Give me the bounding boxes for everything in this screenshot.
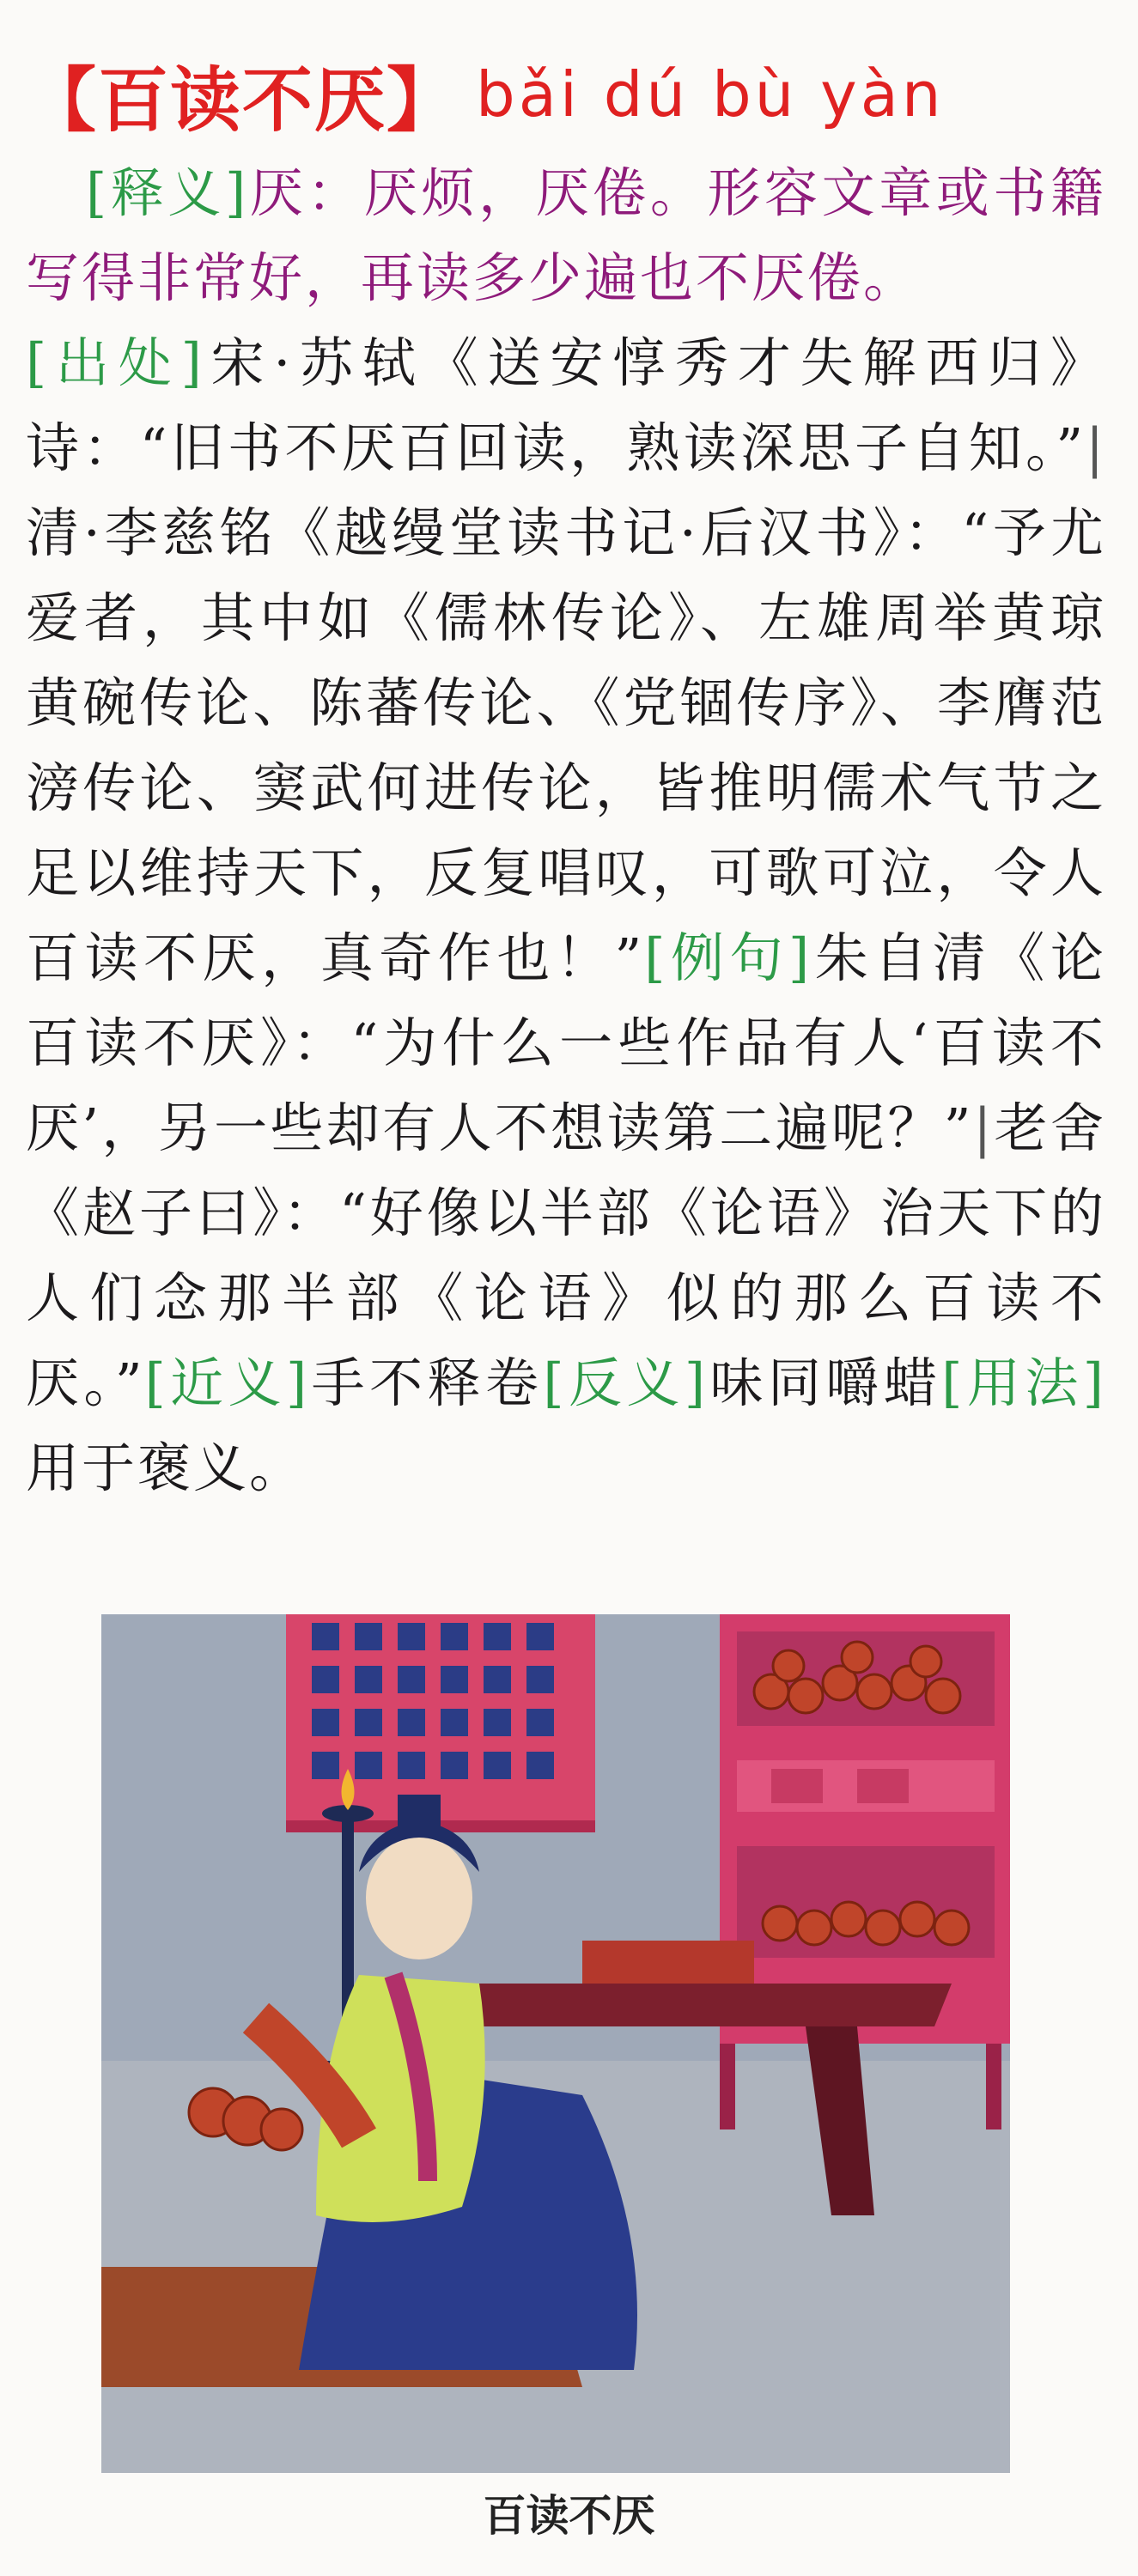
illustration-art bbox=[101, 1614, 1010, 2473]
synonym-tag: [近义] bbox=[144, 1352, 310, 1414]
details-paragraph bbox=[26, 320, 1106, 1510]
source-tag: [出处] bbox=[26, 331, 204, 394]
illustration-scholar-reading bbox=[101, 1614, 1010, 2473]
source-text-2: 清·李慈铭《越缦堂读书记·后汉书》：“予尤爱者，其中如《儒林传论》、左雄周举黄琼黄碗传论、陈蕃传论、《党锢传序》、李膺范滂传论、窦武何进传论，皆推明儒术气节之足以维持天下，反复唱叹，可歌可泣，令人百读不厌，真奇作也！” bbox=[26, 501, 1106, 989]
usage-text: 用于褒义。 bbox=[26, 1437, 306, 1499]
synonym-text: 手不释卷 bbox=[309, 1352, 544, 1414]
definition-tag: [释义] bbox=[86, 161, 249, 224]
illustration-caption: 百读不厌 bbox=[483, 2491, 655, 2541]
entry-headword: 【百读不厌】 bbox=[26, 59, 459, 142]
entry-pinyin: bǎi dú bù yàn bbox=[476, 58, 945, 131]
example-text-1: 朱自清《论百读不厌》：“为什么一些作品有人‘百读不厌’，另一些却有人不想读第二遍呢？” bbox=[26, 927, 1106, 1159]
definition-text: 厌：厌烦，厌倦。形容文章或书籍写得非常好，再读多少遍也不厌倦。 bbox=[26, 161, 1106, 309]
definition-paragraph bbox=[26, 150, 1106, 320]
antonym-tag: [反义] bbox=[543, 1352, 709, 1414]
example-text-2: 老舍《赵子曰》：“好像以半部《论语》治天下的人们念那半部《论语》似的那么百读不厌。” bbox=[26, 1097, 1106, 1414]
source-separator: | bbox=[1086, 416, 1106, 479]
entry-body bbox=[26, 150, 1106, 1510]
usage-tag: [用法] bbox=[941, 1352, 1106, 1414]
example-separator: | bbox=[973, 1097, 995, 1159]
source-text-1: 宋·苏轼《送安惇秀才失解西归》诗：“旧书不厌百回读，熟读深思子自知。” bbox=[26, 331, 1106, 479]
antonym-text: 味同嚼蜡 bbox=[708, 1352, 942, 1414]
entry-heading bbox=[26, 47, 945, 142]
example-tag: [例句] bbox=[644, 927, 812, 989]
